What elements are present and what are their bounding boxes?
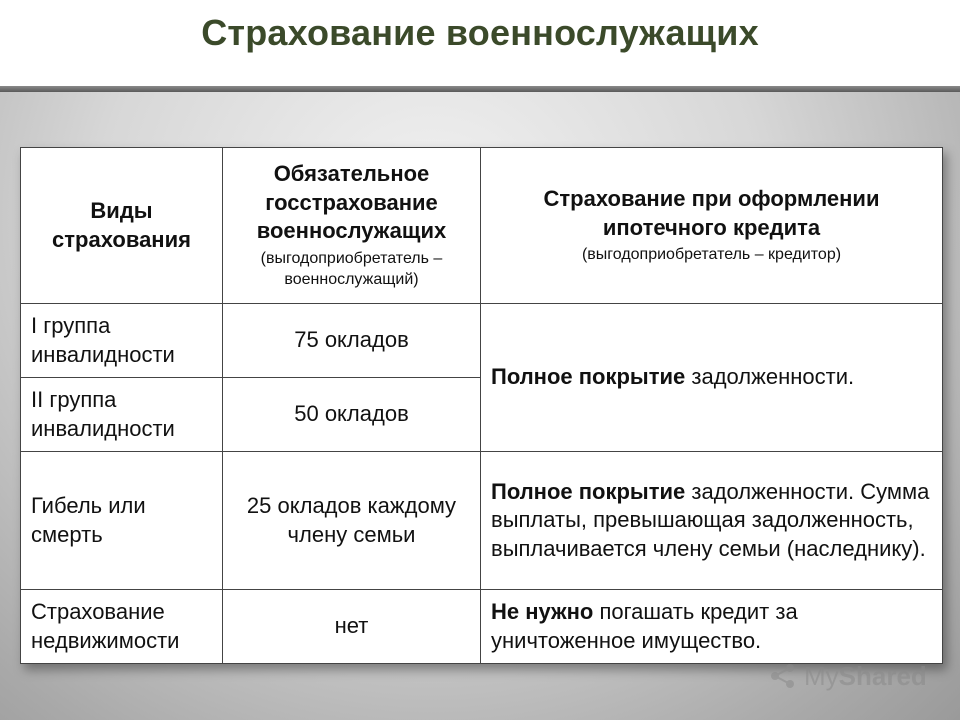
slide-header [0,0,960,88]
header-main: Виды страхования [52,197,191,252]
cell-type: Страхование недвижимости [21,590,223,664]
plain-text: погашать кредит за уничтоженное имущество. [491,598,798,653]
header-main: Обязательное госстрахование военнослужащих [256,161,447,244]
watermark-text: MyShared [804,660,927,691]
insurance-table [20,147,943,664]
table-header-row [21,148,943,304]
table-row [21,590,943,664]
cell-gov: 75 окладов [223,304,481,378]
cell-type: II группа инвалидности [21,378,223,452]
bold-text: Не нужно [491,598,594,624]
bold-text: Полное покрытие [491,364,686,390]
cell-mortgage-disability [481,304,943,452]
cell-gov: 50 окладов [223,378,481,452]
table-row [21,304,943,378]
cell-type: I группа инвалидности [21,304,223,378]
header-sub: (выгодоприобретатель – кредитор) [581,246,842,264]
bold-text: Полное покрытие [491,478,686,504]
header-cell-types [21,148,223,304]
cell-type: Гибель или смерть [21,452,223,590]
plain-text: задолженности. [685,364,855,390]
cell-mortgage-death [481,452,943,590]
plain-text: задолженности. Сумма выплаты, превышающая задолженность, выплачивается члену семьи (наследнику). [491,478,930,561]
page-title: Страхование военнослужащих [201,12,759,53]
watermark [768,658,927,694]
header-sub: (выгодоприобретатель – военнослужащий) [260,249,443,289]
header-main: Страхование при оформлении ипотечного кредита [543,186,880,240]
share-logo-icon [768,661,798,691]
cell-gov: нет [223,590,481,664]
header-cell-mortgage [481,148,943,304]
cell-mortgage-property [481,590,943,664]
cell-gov: 25 окладов каждому члену семьи [223,452,481,590]
header-cell-gov [223,148,481,304]
table-row [21,452,943,590]
